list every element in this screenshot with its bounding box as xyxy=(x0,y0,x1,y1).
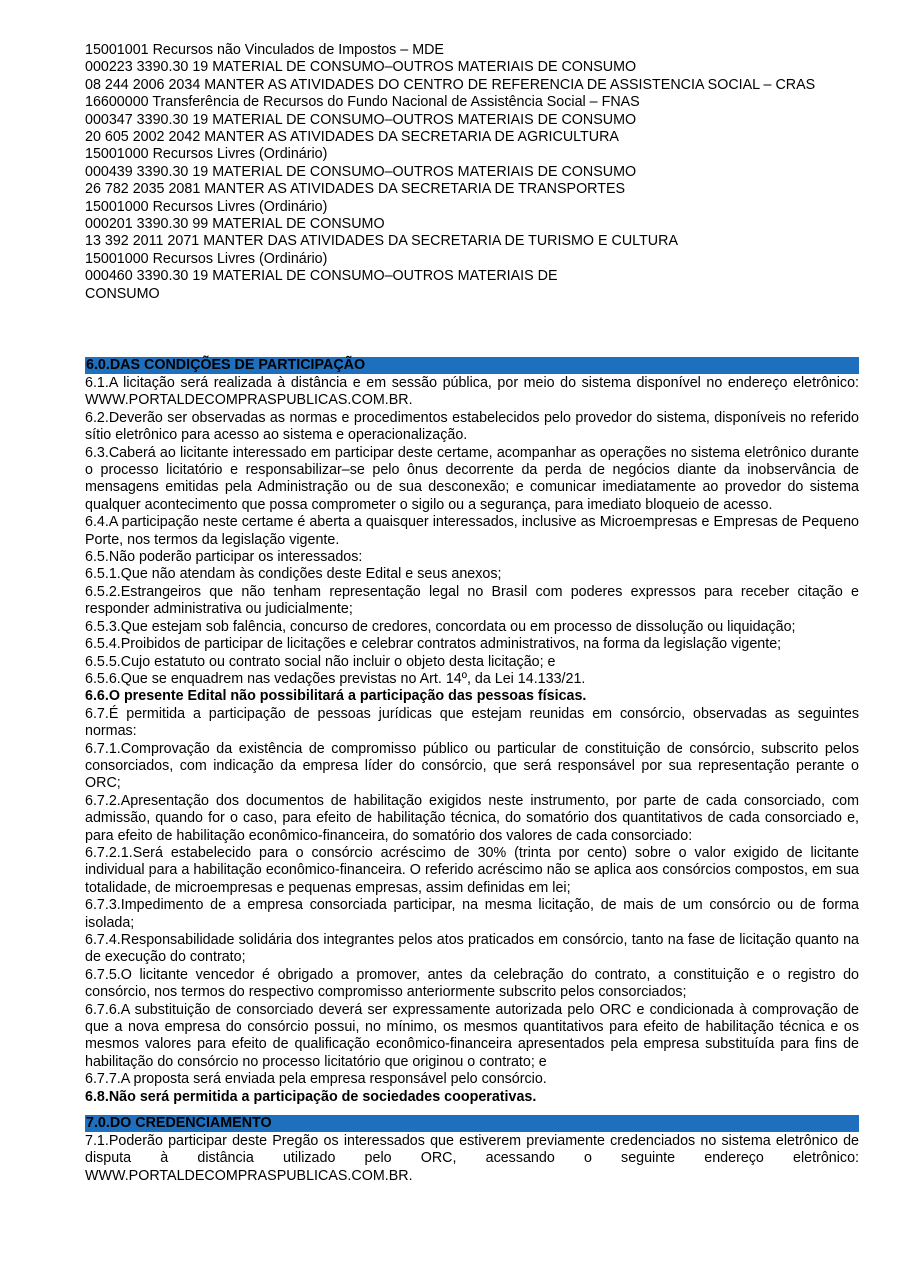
budget-line: 13 392 2011 2071 MANTER DAS ATIVIDADES DA SECRETARIA DE TURISMO E CULTURA xyxy=(85,233,678,250)
clause-6-6: 6.6.O presente Edital não possibilitará a participação das pessoas físicas. xyxy=(85,688,587,705)
budget-line: 15001000 Recursos Livres (Ordinário) xyxy=(85,146,328,163)
clause-6-3: 6.3.Caberá ao licitante interessado em participar deste certame, acompanhar as operações no sistema eletrônico durante o processo licitatório e responsabilizar–se pelo ônus decorrente da perda de negócios diante da inobservância de mensagens emitidas pela Administração ou de sua desconexão; e comunicar imediatamente ao provedor do sistema qualquer acontecimento que possa comprometer o sigilo ou a segurança, para imediato bloqueio de acesso. xyxy=(85,444,859,513)
clause-6-7-2: 6.7.2.Apresentação dos documentos de habilitação exigidos neste instrumento, por parte de cada consorciado, com admissão, quando for o caso, para efeito de habilitação técnica, do somatório dos quantitativos de cada consorciado e, para efeito de habilitação econômico-financeira, do somatório dos valores de cada consorciado: xyxy=(85,792,859,844)
budget-line: CONSUMO xyxy=(85,285,160,302)
clause-6-7-4: 6.7.4.Responsabilidade solidária dos integrantes pelos atos praticados em consórcio, tanto na fase de licitação quanto na de execução do contrato; xyxy=(85,932,859,966)
budget-line: 000460 3390.30 19 MATERIAL DE CONSUMO–OUTROS MATERIAIS DE xyxy=(85,268,558,285)
section-heading-accreditation: 7.0.DO CREDENCIAMENTO xyxy=(85,1115,859,1132)
clause-6-8: 6.8.Não será permitida a participação de sociedades cooperativas. xyxy=(85,1088,537,1105)
clause-6-7-7: 6.7.7.A proposta será enviada pela empresa responsável pelo consórcio. xyxy=(85,1071,547,1088)
clause-6-7-2-1: 6.7.2.1.Será estabelecido para o consórcio acréscimo de 30% (trinta por cento) sobre o valor exigido de licitante individual para a habilitação econômico-financeira. O referido acréscimo não se aplica aos consórcios compostos, em sua totalidade, de microempresas e pequenas empresas, assim definidas em lei; xyxy=(85,844,859,896)
budget-line: 16600000 Transferência de Recursos do Fundo Nacional de Assistência Social – FNAS xyxy=(85,94,640,111)
clause-6-7-6: 6.7.6.A substituição de consorciado deverá ser expressamente autorizada pelo ORC e condicionada à comprovação de que a nova empresa do consórcio possui, no mínimo, os mesmos quantitativos para efeito de habilitação técnica e os mesmos valores para efeito de qualificação econômico-financeira apresentados pela empresa substituída para fins de habilitação do consórcio no processo licitatório que originou o contrato; e xyxy=(85,1001,859,1070)
budget-line: 15001000 Recursos Livres (Ordinário) xyxy=(85,198,328,215)
budget-line: 000439 3390.30 19 MATERIAL DE CONSUMO–OUTROS MATERIAIS DE CONSUMO xyxy=(85,163,637,180)
clause-6-5-2: 6.5.2.Estrangeiros que não tenham representação legal no Brasil com poderes expressos para receber citação e responder administrativa ou judicialmente; xyxy=(85,583,859,618)
clause-6-5-6: 6.5.6.Que se enquadrem nas vedações previstas no Art. 14º, da Lei 14.133/21. xyxy=(85,670,586,687)
budget-line: 20 605 2002 2042 MANTER AS ATIVIDADES DA SECRETARIA DE AGRICULTURA xyxy=(85,129,619,146)
clause-6-5: 6.5.Não poderão participar os interessados: xyxy=(85,549,363,566)
budget-line: 08 244 2006 2034 MANTER AS ATIVIDADES DO CENTRO DE REFERENCIA DE ASSISTENCIA SOCIAL – CRAS xyxy=(85,76,816,93)
clause-6-7-3: 6.7.3.Impedimento de a empresa consorciada participar, na mesma licitação, de mais de um consórcio ou de forma isolada; xyxy=(85,897,859,931)
clause-6-5-1: 6.5.1.Que não atendam às condições deste Edital e seus anexos; xyxy=(85,566,502,583)
document-page xyxy=(85,42,859,1185)
budget-line: 15001001 Recursos não Vinculados de Impostos – MDE xyxy=(85,42,444,58)
clause-6-2: 6.2.Deverão ser observadas as normas e procedimentos estabelecidos pelo provedor do sistema, disponíveis no referido sítio eletrônico para acesso ao sistema e operacionalização. xyxy=(85,409,859,444)
clause-7-1: 7.1.Poderão participar deste Pregão os interessados que estiverem previamente credenciados no sistema eletrônico de disputa à distância utilizado pelo ORC, acessando o seguinte endereço eletrônico: WWW.PORTALDECOMPRASPUBLICAS.COM.BR. xyxy=(85,1133,859,1184)
clause-6-5-3: 6.5.3.Que estejam sob falência, concurso de credores, concordata ou em processo de dissolução ou liquidação; xyxy=(85,618,796,635)
clause-6-7-5: 6.7.5.O licitante vencedor é obrigado a promover, antes da celebração do contrato, a constituição e o registro do consórcio, nos termos do respectivo compromisso anteriormente subscrito pelos consorciados; xyxy=(85,966,859,1001)
budget-line: 000223 3390.30 19 MATERIAL DE CONSUMO–OUTROS MATERIAIS DE CONSUMO xyxy=(85,59,637,76)
clause-6-7-1: 6.7.1.Comprovação da existência de compromisso público ou particular de constituição de consórcio, subscrito pelos consorciados, com indicação da empresa líder do consórcio, que será responsável por sua representação perante o ORC; xyxy=(85,740,859,792)
clause-6-1: 6.1.A licitação será realizada à distância e em sessão pública, por meio do sistema disponível no endereço eletrônico: WWW.PORTALDECOMPRASPUBLICAS.COM.BR. xyxy=(85,375,859,409)
clause-6-4: 6.4.A participação neste certame é aberta a quaisquer interessados, inclusive as Microempresas e Empresas de Pequeno Porte, nos termos da legislação vigente. xyxy=(85,514,859,548)
clause-6-5-5: 6.5.5.Cujo estatuto ou contrato social não incluir o objeto desta licitação; e xyxy=(85,653,556,670)
budget-line: 26 782 2035 2081 MANTER AS ATIVIDADES DA SECRETARIA DE TRANSPORTES xyxy=(85,181,626,198)
section-heading-participation: 6.0.DAS CONDIÇÕES DE PARTICIPAÇÃO xyxy=(85,357,859,374)
budget-line: 000347 3390.30 19 MATERIAL DE CONSUMO–OUTROS MATERIAIS DE CONSUMO xyxy=(85,111,637,128)
clause-6-7: 6.7.É permitida a participação de pessoas jurídicas que estejam reunidas em consórcio, observadas as seguintes normas: xyxy=(85,705,859,740)
budget-line: 15001000 Recursos Livres (Ordinário) xyxy=(85,250,328,267)
budget-allocation-block xyxy=(85,42,859,317)
clause-6-5-4: 6.5.4.Proibidos de participar de licitações e celebrar contratos administrativos, na forma da legislação vigente; xyxy=(85,636,782,653)
budget-line: 000201 3390.30 99 MATERIAL DE CONSUMO xyxy=(85,216,385,233)
